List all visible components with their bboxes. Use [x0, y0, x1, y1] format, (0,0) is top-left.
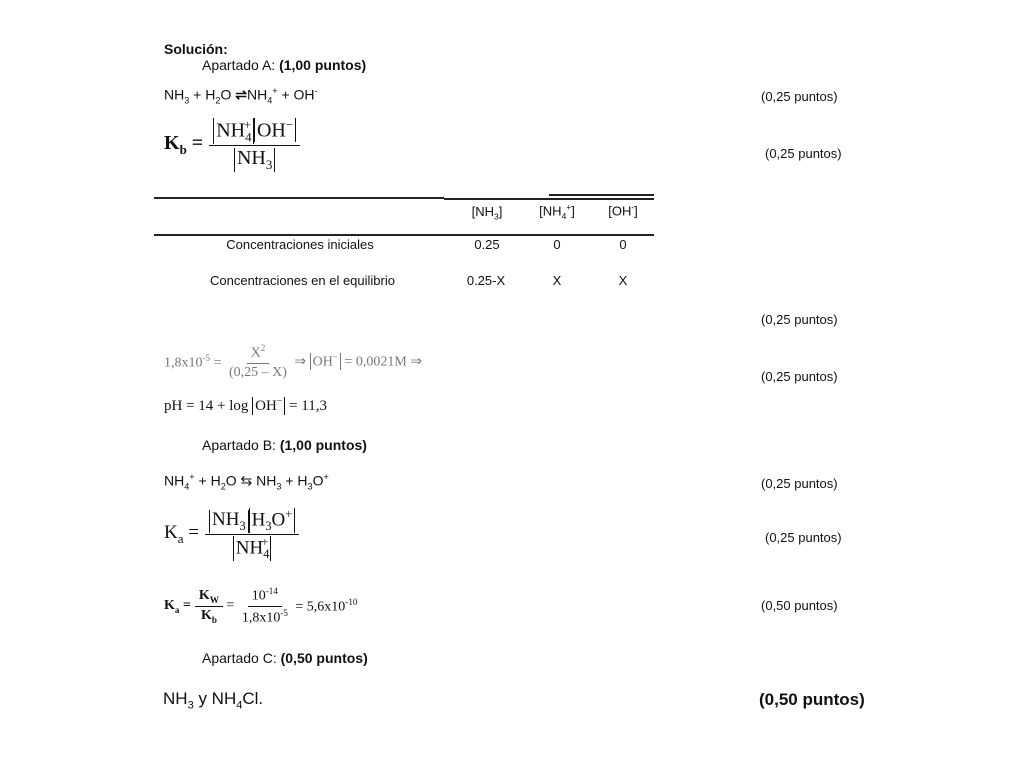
part-a-heading-label: Apartado A:: [202, 57, 276, 73]
table-rule-top-left: [154, 197, 444, 199]
part-a-heading: [202, 57, 366, 73]
equilibrium-arrow-icon: ⇌: [235, 86, 247, 103]
part-a-heading-points: (1,00 puntos): [279, 57, 367, 73]
table-cell: 0.25: [474, 237, 500, 252]
ka-calculation: $K_a$ = $\frac{K_W}{K_b}$ = $\frac{10^{-14}}{1,8x10^{-5}}$ = $5,6x10^{-10}$: [164, 586, 358, 626]
part-a-points-3: (0,25 puntos): [761, 312, 838, 327]
table-cell: X: [552, 273, 562, 288]
ka-fraction: $\frac{NH_3 H_3O^+}{NH_4^+}$: [205, 508, 299, 561]
table-row-label: Concentraciones iniciales: [226, 237, 374, 252]
table-header-nh3: $[NH_3]$: [471, 204, 503, 222]
table-header-nh4: $[NH_4^+]$: [539, 202, 575, 221]
table-cell: 0.25-X: [466, 273, 506, 288]
table-header-oh: [OH-]: [608, 202, 638, 219]
part-c-answer: $NH_3$ y $NH_4Cl$.: [163, 689, 264, 712]
table-cell: 0: [553, 237, 561, 252]
part-b-equation: $NH_4^+ + H_2O$ ⇆ $NH_3 + H_3O^+$: [164, 472, 329, 492]
part-a-points-4: (0,25 puntos): [761, 369, 838, 384]
part-a-points-2: (0,25 puntos): [765, 146, 842, 161]
part-b-heading: Apartado B: (1,00 puntos): [202, 437, 367, 453]
ka-expression: $K_a$ = $\frac{NH_3 H_3O^+}{NH_4^+}$: [164, 508, 299, 561]
x-fraction: $\frac{X^2}{(0,25 - X)}$: [228, 343, 287, 380]
equilibrium-arrow-icon: ⇆: [240, 472, 253, 489]
part-b-points-2: (0,25 puntos): [765, 530, 842, 545]
x-calculation: $1,8x10^{-5}$ = $\frac{X^2}{(0,25 - X)}$ ⇒ OH− = 0,0021M ⇒: [164, 343, 423, 380]
ph-calculation: pH = 14 + log OH− = 11,3: [164, 396, 327, 414]
part-c-points: (0,50 puntos): [759, 690, 865, 709]
part-c-heading: Apartado C: (0,50 puntos): [202, 650, 368, 666]
table-cell: X: [618, 273, 628, 288]
part-a-equation: $NH_3 + H_2O$ $\rightleftharpoons NH_4^+ + OH^-$: [164, 86, 318, 106]
table-rule-header: [154, 234, 654, 236]
part-b-points-1: (0,25 puntos): [761, 476, 838, 491]
part-a-points-1: (0,25 puntos): [761, 89, 838, 104]
part-b-points-3: (0,50 puntos): [761, 598, 838, 613]
kb-fraction: $\frac{NH_4^+ OH^-}{NH_3}$: [209, 118, 300, 172]
table-row-label: Concentraciones en el equilibrio: [209, 273, 395, 288]
kb-expression: $K_b$ = $\frac{NH_4^+ OH^-}{NH_3}$: [164, 118, 300, 172]
table-cell: 0: [619, 237, 627, 252]
solution-label: Solución:: [164, 41, 228, 57]
table-rule-top-mid: [444, 198, 654, 200]
table-rule-top-right: [549, 194, 654, 196]
